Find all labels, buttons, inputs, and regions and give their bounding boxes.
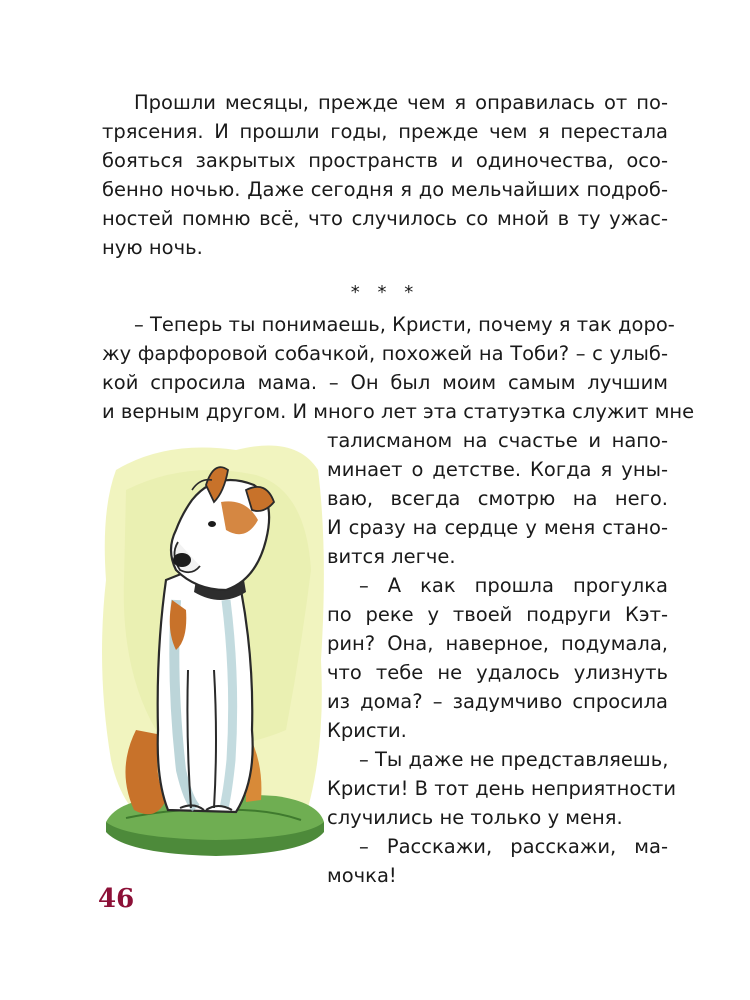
text-line: ную ночь. xyxy=(102,236,203,259)
text-line: кой спросила мама. – Он был моим самым лучшим xyxy=(102,371,668,394)
text-line: вится легче. xyxy=(327,545,456,568)
text-line: что тебе не удалось улизнуть xyxy=(327,661,668,684)
dog-figurine-illustration xyxy=(96,430,328,870)
text-line: ваю, всегда смотрю на него. xyxy=(327,487,668,510)
text-line: – Расскажи, расскажи, ма- xyxy=(359,835,668,858)
text-line: Кристи! В тот день неприятности xyxy=(327,777,677,800)
text-line: – Ты даже не представляешь, xyxy=(359,748,669,771)
text-line: бояться закрытых пространств и одиночества, осо- xyxy=(102,149,668,172)
section-separator: * * * xyxy=(350,282,420,303)
text-line: жу фарфоровой собачкой, похожей на Тоби? – с улыб- xyxy=(102,342,668,365)
text-line: – Теперь ты понимаешь, Кристи, почему я так доро- xyxy=(134,313,675,336)
text-line: по реке у твоей подруги Кэт- xyxy=(327,603,668,626)
text-line: И сразу на сердце у меня стано- xyxy=(327,516,668,539)
text-line: бенно ночью. Даже сегодня я до мельчайших подроб- xyxy=(102,178,668,201)
text-line: случились не только у меня. xyxy=(327,806,623,829)
text-line: мочка! xyxy=(327,864,397,887)
text-line: талисманом на счастье и напо- xyxy=(327,429,668,452)
text-line: ностей помню всё, что случилось со мной в ту ужас- xyxy=(102,207,668,230)
text-line: – А как прошла прогулка xyxy=(359,574,668,597)
text-line: Кристи. xyxy=(327,719,407,742)
page-number: 46 xyxy=(98,884,135,914)
text-line: Прошли месяцы, прежде чем я оправилась от по- xyxy=(134,91,668,114)
text-line: и верным другом. И много лет эта статуэтка служит мне xyxy=(102,400,695,423)
text-line: рин? Она, наверное, подумала, xyxy=(327,632,668,655)
text-line: минает о детстве. Когда я уны- xyxy=(327,458,668,481)
text-line: трясения. И прошли годы, прежде чем я перестала xyxy=(102,120,668,143)
text-line: из дома? – задумчиво спросила xyxy=(327,690,668,713)
